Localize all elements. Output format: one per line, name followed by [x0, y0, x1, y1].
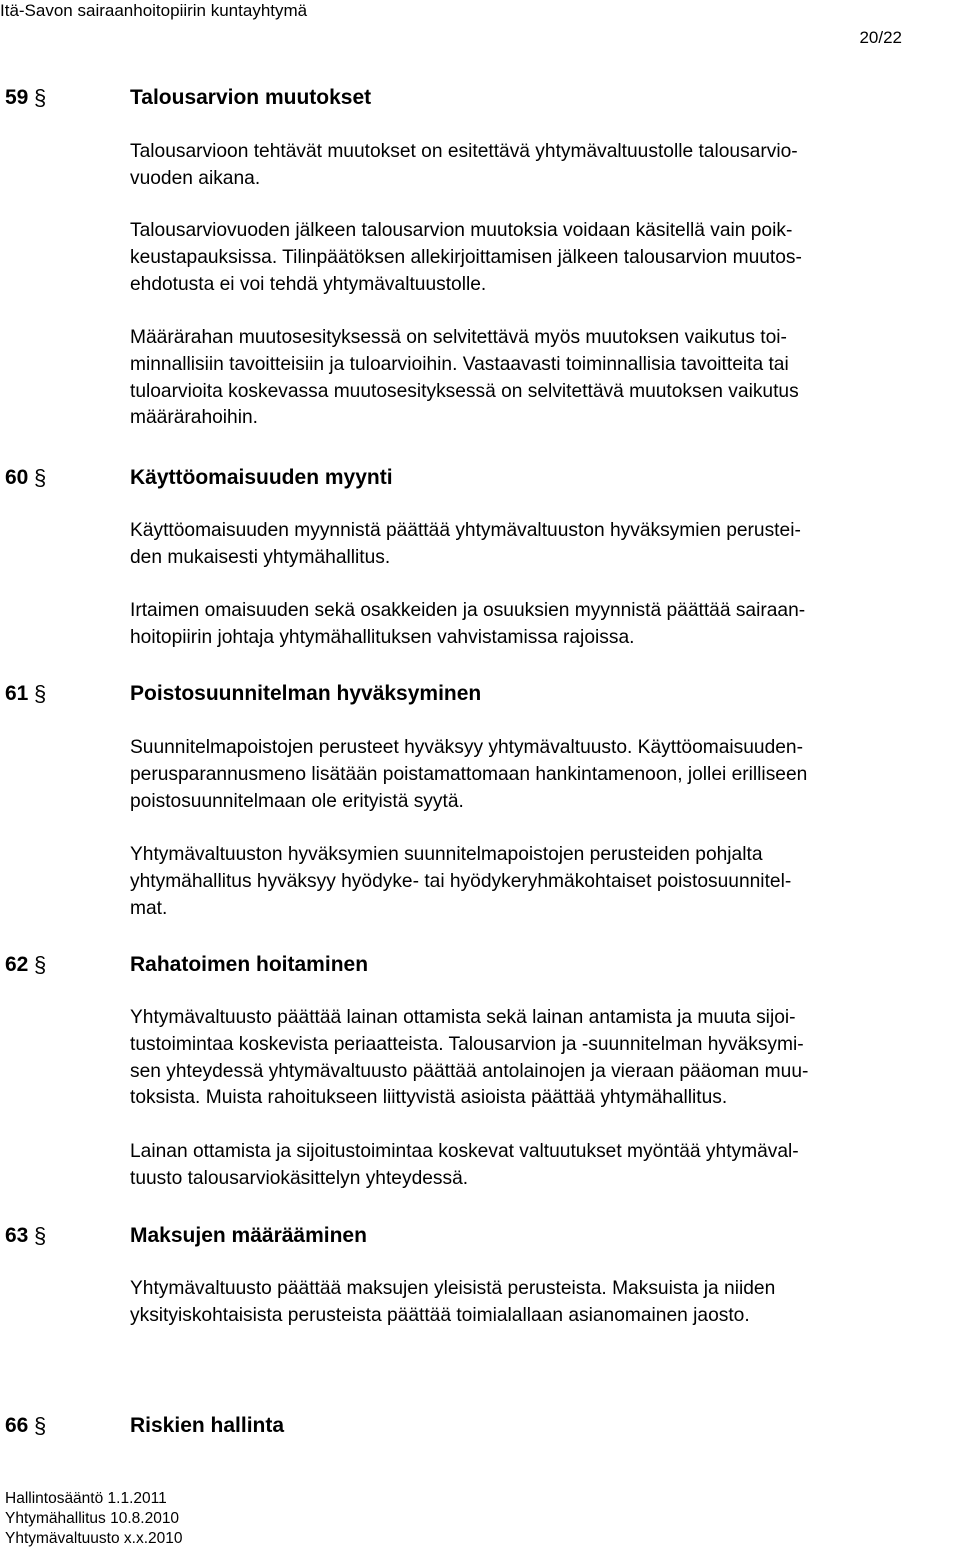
section-sign: §	[34, 465, 47, 490]
paragraph-line: Talousarvioon tehtävät muutokset on esitettävä yhtymävaltuustolle talousarvio-	[130, 141, 798, 162]
section-59	[0, 83, 960, 429]
paragraph-line: tuusto talousarviokäsittelyn yhteydessä.	[130, 1167, 469, 1189]
section-number: 63	[5, 1224, 29, 1247]
section-60	[0, 463, 960, 648]
paragraph-line: poistosuunnitelmaan ole erityistä syytä.	[130, 790, 464, 812]
footer-line: Yhtymävaltuusto x.x.2010	[5, 1530, 183, 1547]
section-number: 62	[5, 953, 29, 976]
section-title: Poistosuunnitelman hyväksyminen	[130, 682, 482, 705]
section-61	[0, 679, 960, 919]
section-title: Käyttöomaisuuden myynti	[130, 466, 393, 489]
paragraph-line: yksityiskohtaisista perusteista päättää toimialallaan asianomainen jaosto.	[130, 1304, 750, 1326]
section-heading	[0, 1411, 960, 1441]
page-number: 20/22	[859, 28, 902, 47]
paragraph-line: tustoimintaa koskevista periaatteista. Talousarvion ja -suunnitelman hyväksymi-	[130, 1033, 804, 1055]
paragraph	[130, 325, 960, 432]
section-sign: §	[34, 681, 47, 706]
paragraph-line: Lainan ottamista ja sijoitustoimintaa koskevat valtuutukset myöntää yhtymäval-	[130, 1141, 799, 1162]
section-number: 60	[5, 466, 29, 489]
paragraph	[130, 218, 960, 298]
paragraph	[130, 842, 960, 922]
section-number: 66	[5, 1414, 29, 1437]
paragraph-line: määrärahoihin.	[130, 407, 258, 429]
section-sign: §	[34, 1413, 47, 1438]
paragraph	[130, 735, 960, 815]
section-63	[0, 1221, 960, 1326]
paragraph-line: Yhtymävaltuusto päättää lainan ottamista sekä lainan antamista ja muuta sijoi-	[130, 1007, 796, 1028]
paragraph-line: den mukaisesti yhtymähallitus.	[130, 546, 391, 568]
section-sign: §	[34, 1223, 47, 1248]
paragraph-line: ehdotusta ei voi tehdä yhtymävaltuustolle.	[130, 273, 487, 295]
section-title: Riskien hallinta	[130, 1414, 285, 1437]
paragraph-line: Suunnitelmapoistojen perusteet hyväksyy yhtymävaltuusto. Käyttöomaisuuden-	[130, 737, 803, 758]
paragraph-line: yhtymähallitus hyväksyy hyödyke- tai hyödykeryhmäkohtaiset poistosuunnitel-	[130, 870, 792, 892]
paragraph-line: Yhtymävaltuuston hyväksymien suunnitelmapoistojen perusteiden pohjalta	[130, 844, 763, 865]
section-62	[0, 950, 960, 1189]
section-sign: §	[34, 952, 47, 977]
paragraph	[130, 1005, 960, 1112]
paragraph-line: hoitopiirin johtaja yhtymähallituksen vahvistamissa rajoissa.	[130, 626, 635, 648]
paragraph	[130, 1139, 960, 1193]
section-heading	[0, 83, 960, 113]
section-sign: §	[34, 85, 47, 110]
paragraph	[130, 1276, 960, 1330]
footer-line: Hallintosääntö 1.1.2011	[5, 1490, 167, 1507]
paragraph-line: sen yhteydessä yhtymävaltuusto päättää antolainojen ja vieraan pääoman muu-	[130, 1060, 809, 1082]
footer-line: Yhtymähallitus 10.8.2010	[5, 1510, 180, 1527]
paragraph-line: mat.	[130, 897, 168, 919]
paragraph	[130, 598, 960, 652]
paragraph-line: Yhtymävaltuusto päättää maksujen yleisistä perusteista. Maksuista ja niiden	[130, 1278, 776, 1299]
paragraph-line: perusparannusmeno lisätään poistamattomaan hankintamenoon, jollei erilliseen	[130, 763, 808, 785]
paragraph-line: minnallisiin tavoitteisiin ja tuloarvioihin. Vastaavasti toiminnallisia tavoitteita tai	[130, 353, 789, 375]
section-number: 59	[5, 86, 29, 109]
paragraph-line: toksista. Muista rahoitukseen liittyvistä asioista päättää yhtymähallitus.	[130, 1087, 728, 1109]
paragraph	[130, 139, 960, 193]
paragraph-line: tuloarvioita koskevassa muutosesityksessä on selvitettävä muutoksen vaikutus	[130, 380, 799, 402]
section-title: Rahatoimen hoitaminen	[130, 953, 369, 976]
section-66	[0, 1411, 960, 1441]
section-heading	[0, 1221, 960, 1251]
paragraph-line: Käyttöomaisuuden myynnistä päättää yhtymävaltuuston hyväksymien perustei-	[130, 520, 801, 541]
paragraph-line: Määrärahan muutosesityksessä on selvitettävä myös muutoksen vaikutus toi-	[130, 327, 787, 348]
paragraph-line: vuoden aikana.	[130, 167, 261, 189]
header-organization: Itä-Savon sairaanhoitopiirin kuntayhtymä	[0, 1, 308, 20]
section-title: Talousarvion muutokset	[130, 86, 372, 109]
section-title: Maksujen määrääminen	[130, 1224, 367, 1247]
document-footer	[5, 1489, 183, 1549]
paragraph-line: keustapauksissa. Tilinpäätöksen allekirjoittamisen jälkeen talousarvion muutos-	[130, 246, 802, 268]
paragraph-line: Talousarviovuoden jälkeen talousarvion muutoksia voidaan käsitellä vain poik-	[130, 220, 793, 241]
paragraph-line: Irtaimen omaisuuden sekä osakkeiden ja osuuksien myynnistä päättää sairaan-	[130, 600, 806, 621]
section-heading	[0, 463, 960, 493]
section-heading	[0, 950, 960, 980]
paragraph	[130, 518, 960, 572]
section-heading	[0, 679, 960, 709]
section-number: 61	[5, 682, 29, 705]
